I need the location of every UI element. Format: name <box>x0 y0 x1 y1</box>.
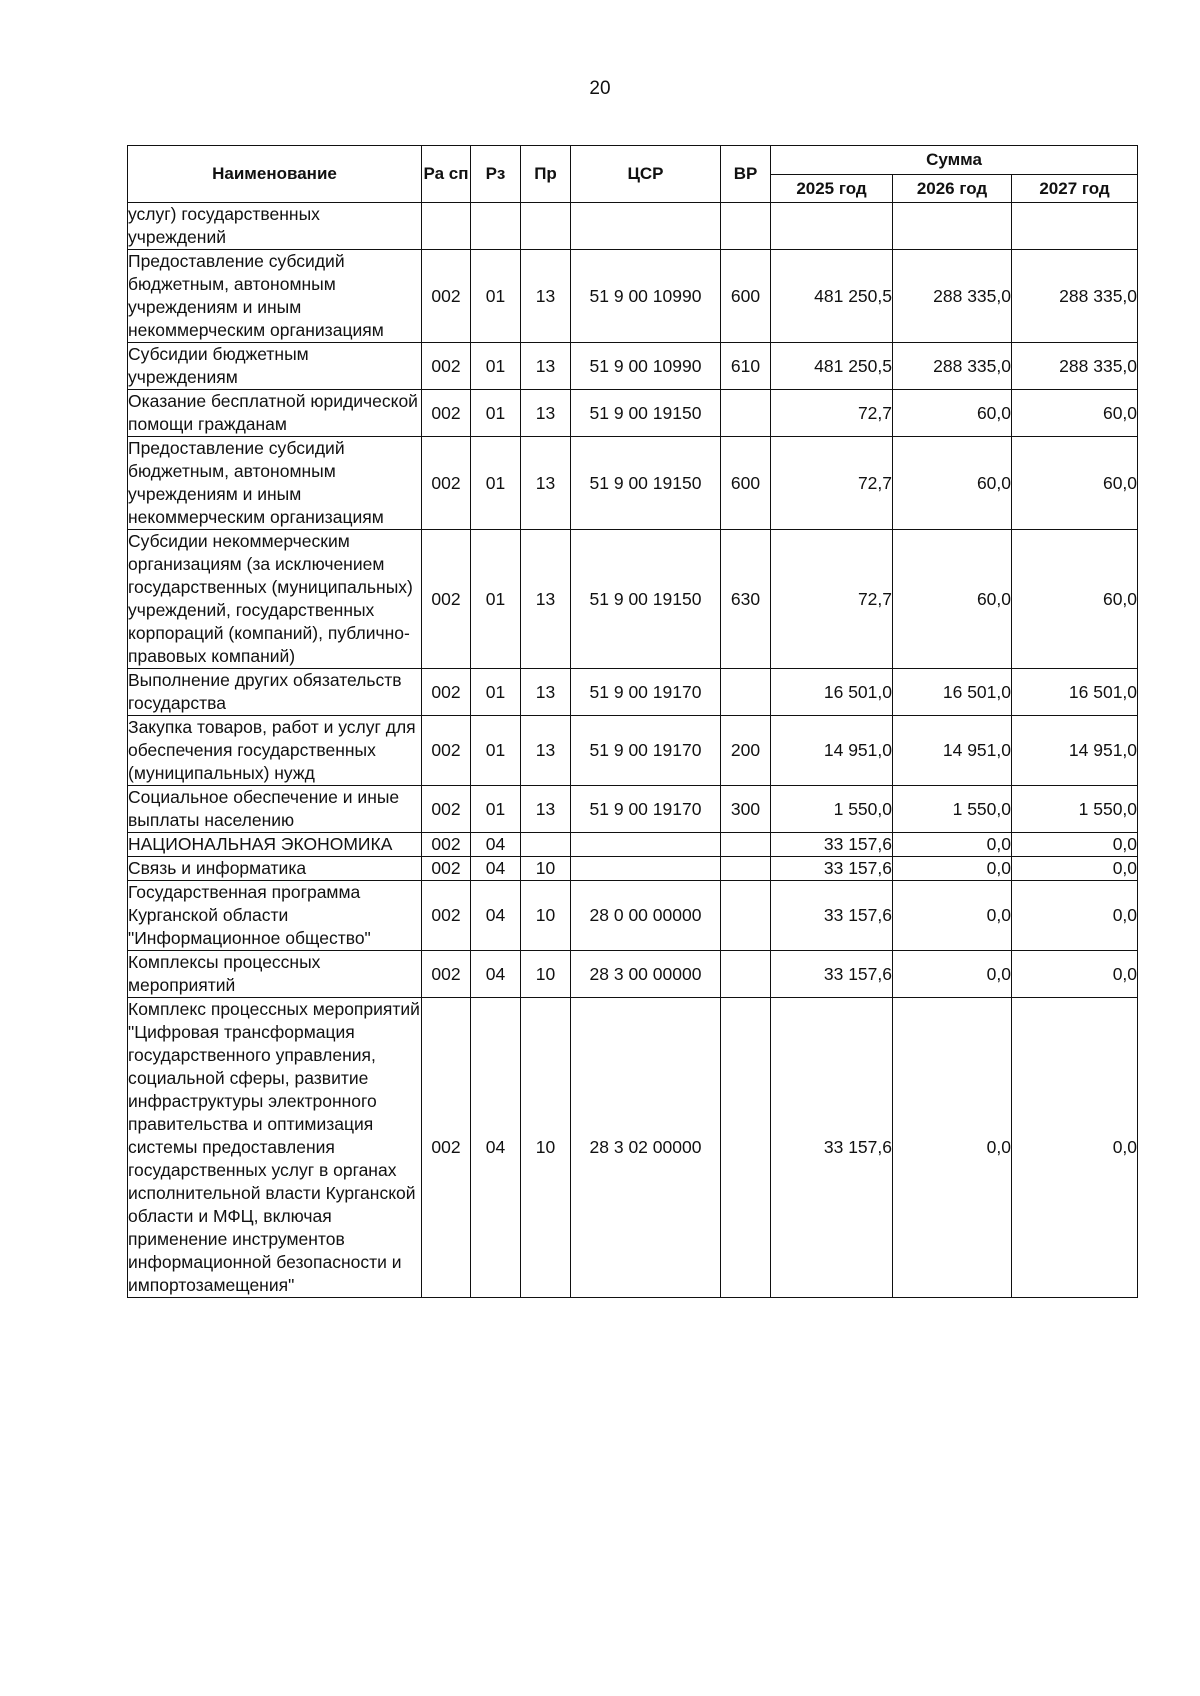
pr-cell: 13 <box>521 669 571 716</box>
rasp-cell: 002 <box>422 833 471 857</box>
sum-2025-cell: 33 157,6 <box>771 998 893 1298</box>
name-cell: Предоставление субсидий бюджетным, автономным учреждениям и иным некоммерческим организациям <box>128 250 422 343</box>
sum-2025-cell: 14 951,0 <box>771 716 893 786</box>
sum-2027-cell: 60,0 <box>1012 390 1138 437</box>
rasp-cell: 002 <box>422 343 471 390</box>
name-cell: Предоставление субсидий бюджетным, автономным учреждениям и иным некоммерческим организациям <box>128 437 422 530</box>
table-row <box>128 203 1138 250</box>
vr-cell: 600 <box>721 437 771 530</box>
rz-cell: 01 <box>471 437 521 530</box>
name-cell: Выполнение других обязательств государства <box>128 669 422 716</box>
sum-2025-cell: 72,7 <box>771 530 893 669</box>
header-name: Наименование <box>128 146 422 203</box>
pr-cell: 13 <box>521 530 571 669</box>
rz-cell: 04 <box>471 951 521 998</box>
vr-cell <box>721 998 771 1298</box>
sum-2026-cell: 14 951,0 <box>893 716 1012 786</box>
sum-2025-cell: 72,7 <box>771 437 893 530</box>
rz-cell: 04 <box>471 857 521 881</box>
sum-2025-cell: 33 157,6 <box>771 833 893 857</box>
name-cell: услуг) государственных учреждений <box>128 203 422 250</box>
sum-2026-cell: 16 501,0 <box>893 669 1012 716</box>
pr-cell: 13 <box>521 343 571 390</box>
rasp-cell: 002 <box>422 881 471 951</box>
sum-2027-cell: 14 951,0 <box>1012 716 1138 786</box>
sum-2025-cell <box>771 203 893 250</box>
name-cell: Оказание бесплатной юридической помощи гражданам <box>128 390 422 437</box>
sum-2025-cell: 33 157,6 <box>771 881 893 951</box>
rasp-cell: 002 <box>422 250 471 343</box>
table-body <box>128 203 1138 1298</box>
sum-2025-cell: 33 157,6 <box>771 951 893 998</box>
pr-cell: 13 <box>521 786 571 833</box>
header-year-2027: 2027 год <box>1012 175 1138 203</box>
rasp-cell: 002 <box>422 716 471 786</box>
name-cell: НАЦИОНАЛЬНАЯ ЭКОНОМИКА <box>128 833 422 857</box>
csr-cell: 51 9 00 19170 <box>571 669 721 716</box>
name-cell: Государственная программа Курганской области "Информационное общество" <box>128 881 422 951</box>
budget-table <box>127 145 1138 1298</box>
pr-cell: 10 <box>521 857 571 881</box>
table-row <box>128 881 1138 951</box>
sum-2027-cell: 288 335,0 <box>1012 343 1138 390</box>
rz-cell: 01 <box>471 390 521 437</box>
vr-cell <box>721 669 771 716</box>
rasp-cell <box>422 203 471 250</box>
rasp-cell: 002 <box>422 951 471 998</box>
table-row <box>128 786 1138 833</box>
header-rasp: Ра сп <box>422 146 471 203</box>
sum-2025-cell: 481 250,5 <box>771 343 893 390</box>
rz-cell: 01 <box>471 669 521 716</box>
vr-cell <box>721 857 771 881</box>
sum-2026-cell <box>893 203 1012 250</box>
sum-2027-cell: 0,0 <box>1012 951 1138 998</box>
csr-cell: 51 9 00 19150 <box>571 437 721 530</box>
rz-cell: 04 <box>471 998 521 1298</box>
header-year-2026: 2026 год <box>893 175 1012 203</box>
rz-cell: 04 <box>471 833 521 857</box>
sum-2027-cell: 1 550,0 <box>1012 786 1138 833</box>
sum-2027-cell <box>1012 203 1138 250</box>
header-pr: Пр <box>521 146 571 203</box>
sum-2026-cell: 0,0 <box>893 998 1012 1298</box>
name-cell: Субсидии бюджетным учреждениям <box>128 343 422 390</box>
name-cell: Связь и информатика <box>128 857 422 881</box>
rz-cell <box>471 203 521 250</box>
table-row <box>128 951 1138 998</box>
pr-cell: 13 <box>521 390 571 437</box>
name-cell: Комплекс процессных мероприятий "Цифровая трансформация государственного управления, социальной сферы, развитие инфраструктуры электронного правительства и оптимизация системы предоставления государственных услуг в органах исполнительной власти Курганской области и МФЦ, включая применение инструментов информационной безопасности и импортозамещения" <box>128 998 422 1298</box>
sum-2025-cell: 33 157,6 <box>771 857 893 881</box>
sum-2026-cell: 60,0 <box>893 390 1012 437</box>
pr-cell: 10 <box>521 998 571 1298</box>
sum-2025-cell: 16 501,0 <box>771 669 893 716</box>
sum-2027-cell: 288 335,0 <box>1012 250 1138 343</box>
sum-2027-cell: 60,0 <box>1012 530 1138 669</box>
table-row <box>128 390 1138 437</box>
vr-cell: 600 <box>721 250 771 343</box>
table-row <box>128 833 1138 857</box>
pr-cell: 13 <box>521 437 571 530</box>
header-rz: Рз <box>471 146 521 203</box>
csr-cell <box>571 203 721 250</box>
sum-2026-cell: 0,0 <box>893 951 1012 998</box>
pr-cell: 10 <box>521 881 571 951</box>
vr-cell <box>721 390 771 437</box>
sum-2026-cell: 0,0 <box>893 833 1012 857</box>
sum-2025-cell: 481 250,5 <box>771 250 893 343</box>
sum-2026-cell: 60,0 <box>893 530 1012 669</box>
rasp-cell: 002 <box>422 390 471 437</box>
header-vr: ВР <box>721 146 771 203</box>
sum-2025-cell: 1 550,0 <box>771 786 893 833</box>
name-cell: Закупка товаров, работ и услуг для обеспечения государственных (муниципальных) нужд <box>128 716 422 786</box>
rz-cell: 01 <box>471 716 521 786</box>
rasp-cell: 002 <box>422 998 471 1298</box>
header-csr: ЦСР <box>571 146 721 203</box>
vr-cell: 610 <box>721 343 771 390</box>
vr-cell <box>721 951 771 998</box>
rz-cell: 04 <box>471 881 521 951</box>
sum-2027-cell: 0,0 <box>1012 857 1138 881</box>
sum-2027-cell: 16 501,0 <box>1012 669 1138 716</box>
csr-cell: 51 9 00 19150 <box>571 390 721 437</box>
sum-2026-cell: 288 335,0 <box>893 343 1012 390</box>
vr-cell <box>721 203 771 250</box>
csr-cell <box>571 857 721 881</box>
table-row <box>128 857 1138 881</box>
vr-cell: 300 <box>721 786 771 833</box>
rz-cell: 01 <box>471 786 521 833</box>
table-row <box>128 437 1138 530</box>
csr-cell <box>571 833 721 857</box>
vr-cell: 200 <box>721 716 771 786</box>
sum-2027-cell: 60,0 <box>1012 437 1138 530</box>
sum-2026-cell: 0,0 <box>893 881 1012 951</box>
vr-cell <box>721 881 771 951</box>
sum-2026-cell: 1 550,0 <box>893 786 1012 833</box>
rasp-cell: 002 <box>422 530 471 669</box>
table-row <box>128 530 1138 669</box>
csr-cell: 28 0 00 00000 <box>571 881 721 951</box>
sum-2025-cell: 72,7 <box>771 390 893 437</box>
sum-2026-cell: 288 335,0 <box>893 250 1012 343</box>
vr-cell <box>721 833 771 857</box>
sum-2027-cell: 0,0 <box>1012 998 1138 1298</box>
csr-cell: 51 9 00 10990 <box>571 343 721 390</box>
table-row <box>128 669 1138 716</box>
name-cell: Социальное обеспечение и иные выплаты населению <box>128 786 422 833</box>
pr-cell <box>521 833 571 857</box>
rasp-cell: 002 <box>422 857 471 881</box>
pr-cell <box>521 203 571 250</box>
pr-cell: 13 <box>521 250 571 343</box>
rasp-cell: 002 <box>422 786 471 833</box>
csr-cell: 51 9 00 10990 <box>571 250 721 343</box>
rasp-cell: 002 <box>422 669 471 716</box>
table-row <box>128 998 1138 1298</box>
table-row <box>128 250 1138 343</box>
sum-2026-cell: 0,0 <box>893 857 1012 881</box>
sum-2026-cell: 60,0 <box>893 437 1012 530</box>
sum-2027-cell: 0,0 <box>1012 881 1138 951</box>
csr-cell: 51 9 00 19170 <box>571 786 721 833</box>
rz-cell: 01 <box>471 343 521 390</box>
table-row <box>128 716 1138 786</box>
rz-cell: 01 <box>471 250 521 343</box>
header-year-2025: 2025 год <box>771 175 893 203</box>
sum-2027-cell: 0,0 <box>1012 833 1138 857</box>
csr-cell: 51 9 00 19150 <box>571 530 721 669</box>
page-number: 20 <box>589 78 611 99</box>
vr-cell: 630 <box>721 530 771 669</box>
pr-cell: 13 <box>521 716 571 786</box>
name-cell: Субсидии некоммерческим организациям (за исключением государственных (муниципальных) учреждений, государственных корпораций (компаний), публично-правовых компаний) <box>128 530 422 669</box>
header-sum: Сумма <box>771 146 1138 175</box>
csr-cell: 28 3 00 00000 <box>571 951 721 998</box>
rz-cell: 01 <box>471 530 521 669</box>
rasp-cell: 002 <box>422 437 471 530</box>
csr-cell: 51 9 00 19170 <box>571 716 721 786</box>
table-row <box>128 343 1138 390</box>
csr-cell: 28 3 02 00000 <box>571 998 721 1298</box>
pr-cell: 10 <box>521 951 571 998</box>
name-cell: Комплексы процессных мероприятий <box>128 951 422 998</box>
